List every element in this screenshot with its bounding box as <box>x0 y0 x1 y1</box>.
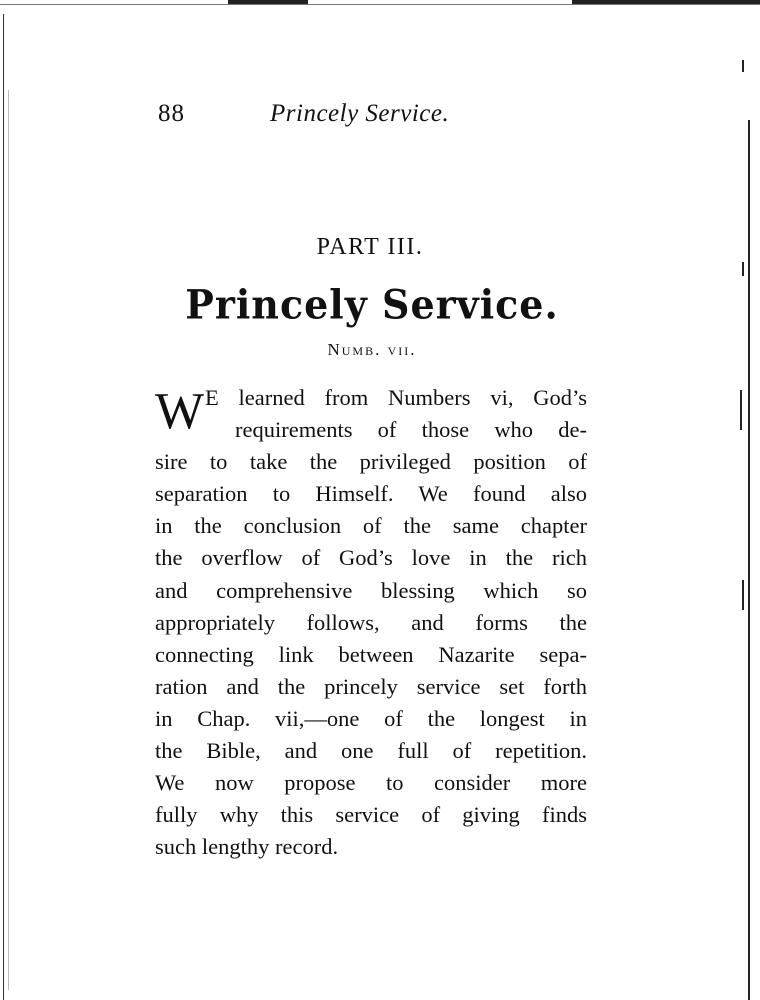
text-line: requirements of those who de- <box>235 417 587 443</box>
text-line: connecting link between Nazarite sepa- <box>155 641 587 667</box>
page-left-shadow <box>8 90 9 990</box>
drop-cap: W <box>155 383 205 440</box>
text-line: such lengthy record. <box>155 834 339 860</box>
text-line: and comprehensive blessing which so <box>155 577 587 603</box>
body-paragraph <box>155 382 587 863</box>
text-line: ration and the princely service set forth <box>155 673 587 699</box>
text-line: fully why this service of giving finds <box>155 802 587 828</box>
scan-mark <box>742 262 744 276</box>
scan-mark <box>742 60 744 72</box>
page-number: 88 <box>158 100 185 127</box>
text-line: appropriately follows, and forms the <box>155 609 587 635</box>
part-heading: PART III. <box>316 234 424 260</box>
page-left-edge <box>3 14 4 1000</box>
scripture-reference: Numb. vii. <box>327 340 417 359</box>
text-line: in the conclusion of the same chapter <box>155 513 587 539</box>
text-line: sire to take the privileged position of <box>155 449 587 475</box>
scan-mark <box>742 580 744 610</box>
scan-top-edge <box>0 0 760 10</box>
text-line: We now propose to consider more <box>155 770 587 796</box>
text-line: the overflow of God’s love in the rich <box>155 545 587 571</box>
text-line: separation to Himself. We found also <box>155 481 587 507</box>
running-head <box>158 100 588 134</box>
text-line: the Bible, and one full of repetition. <box>155 738 587 764</box>
page-right-edge <box>748 120 750 1000</box>
chapter-title: Princely Service. <box>185 280 559 329</box>
scan-rule <box>0 4 760 5</box>
text-line: in Chap. vii,—one of the longest in <box>155 705 587 731</box>
scan-mark <box>740 390 742 430</box>
text-line: E learned from Numbers vi, God’s <box>205 385 587 410</box>
running-title: Princely Service. <box>270 100 450 127</box>
